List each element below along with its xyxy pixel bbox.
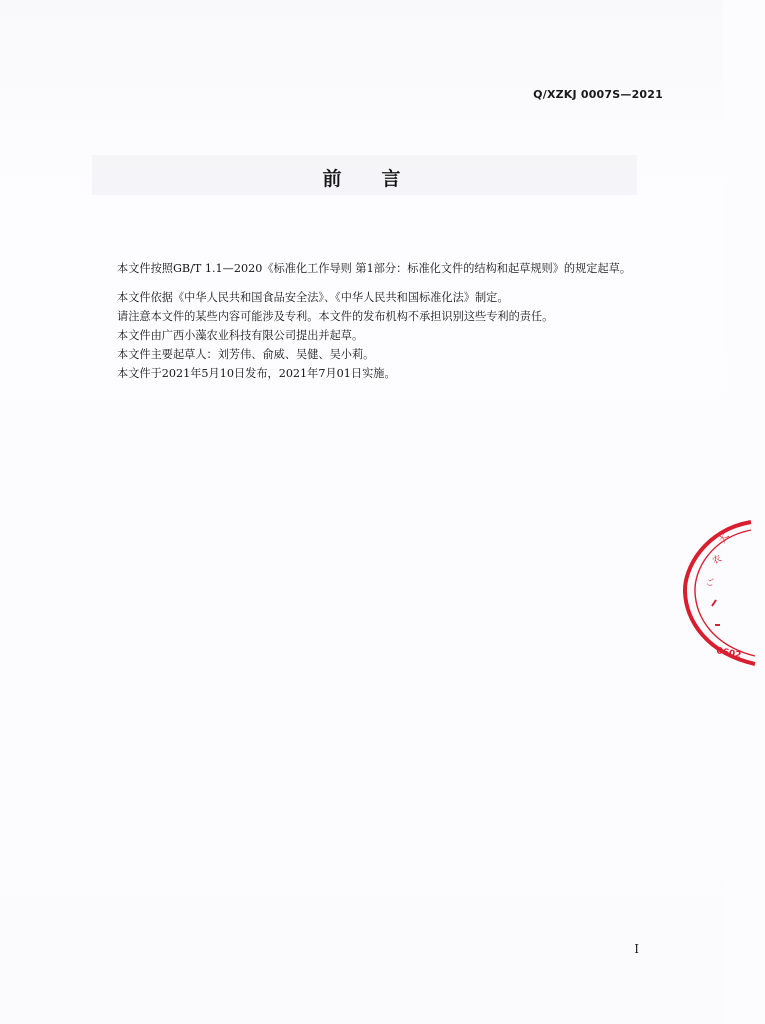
foreword-body <box>93 259 693 383</box>
foreword-paragraph-5: 本文件主要起草人：刘芳伟、俞威、吴健、吴小莉。 <box>117 348 375 361</box>
svg-text:ご: ご <box>706 578 714 587</box>
page-number: I <box>634 942 639 956</box>
page-title-left-char: 前 <box>322 168 342 190</box>
foreword-paragraph-3: 请注意本文件的某些内容可能涉及专利。本文件的发布机构不承担识别这些专利的责任。 <box>117 310 554 323</box>
svg-text:0602: 0602 <box>715 646 742 662</box>
page-title <box>0 164 723 191</box>
foreword-paragraph-2: 本文件依据《中华人民共和国食品安全法》、《中华人民共和国标准化法》制定。 <box>117 291 509 304</box>
page-title-right-char: 言 <box>381 168 401 190</box>
foreword-paragraph-1: 本文件按照GB/T 1.1—2020《标准化工作导则 第1部分：标准化文件的结构和起草规则》的规定起草。 <box>117 262 632 275</box>
foreword-paragraph-4: 本文件由广西小藻农业科技有限公司提出并起草。 <box>117 329 364 342</box>
company-seal-icon <box>681 510 765 674</box>
svg-text:农: 农 <box>711 553 724 567</box>
standard-code: Q/XZKJ 0007S—2021 <box>533 88 663 101</box>
svg-text:大: 大 <box>717 531 732 546</box>
foreword-paragraph-6: 本文件于2021年5月10日发布，2021年7月01日实施。 <box>117 367 396 380</box>
